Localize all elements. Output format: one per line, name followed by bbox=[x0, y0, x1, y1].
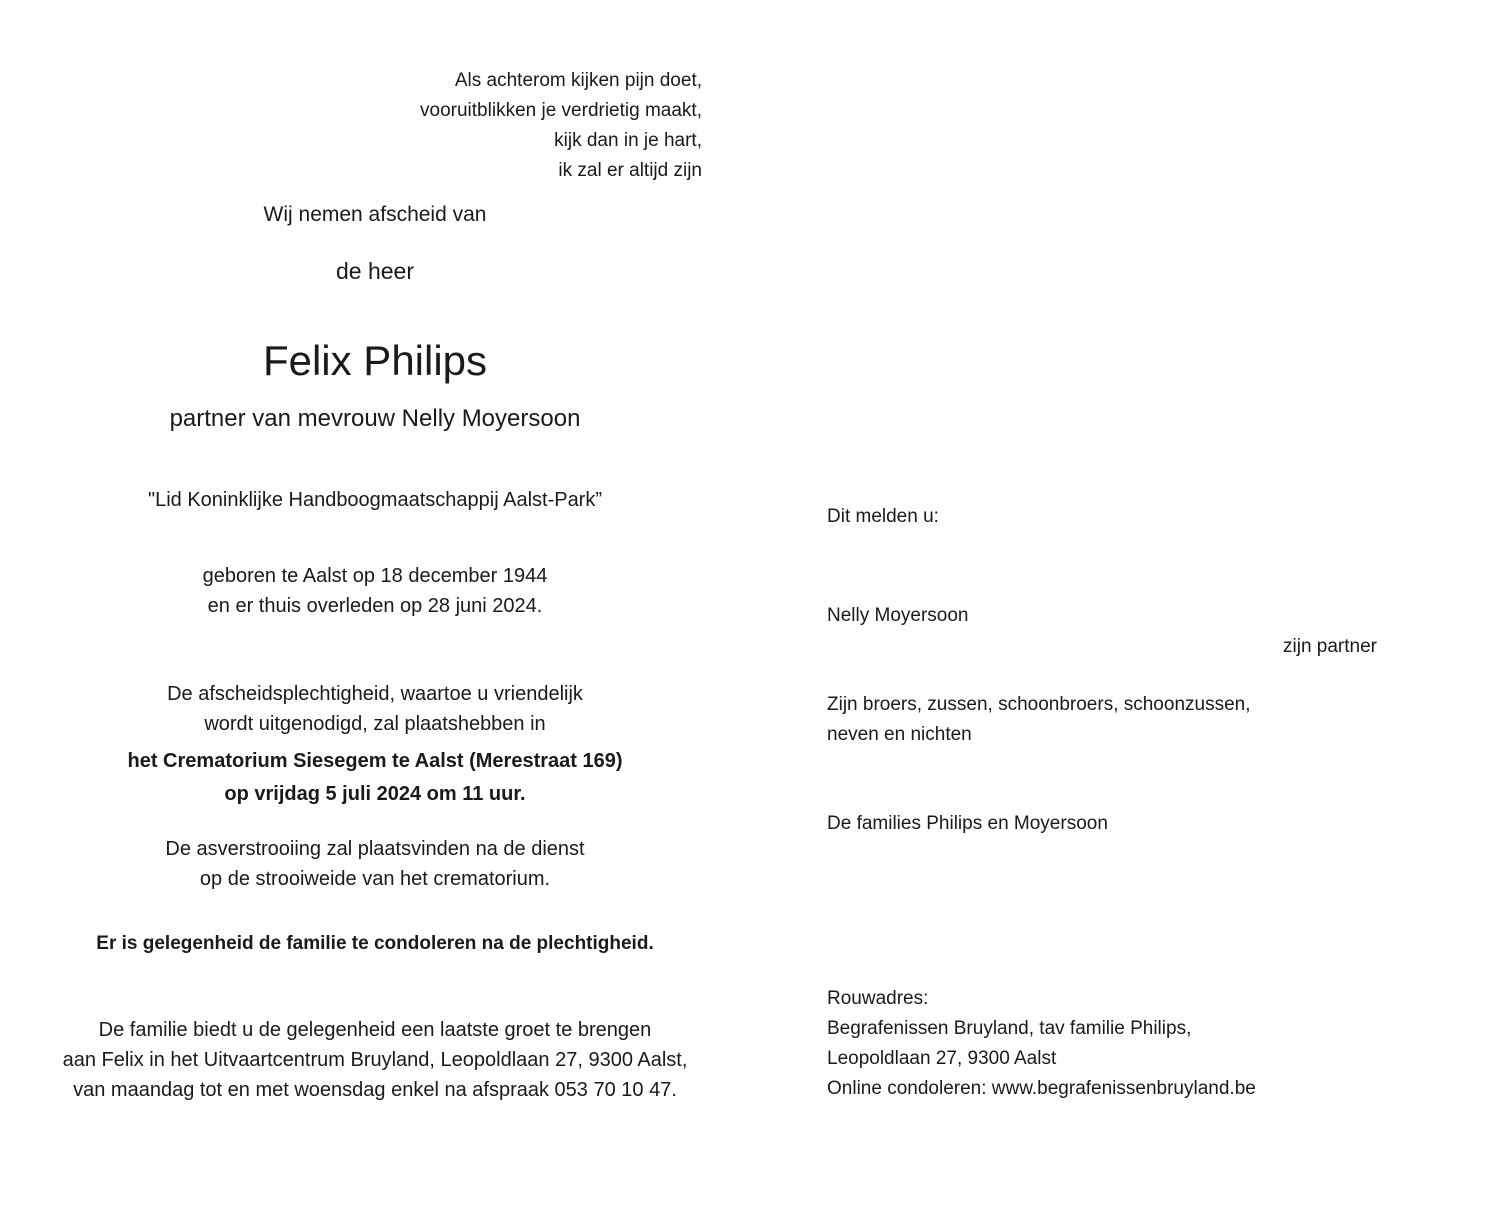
visit-line: aan Felix in het Uitvaartcentrum Bruyland, Leopoldlaan 27, 9300 Aalst, bbox=[62, 1049, 688, 1071]
partner-name: Nelly Moyersoon bbox=[827, 605, 969, 626]
death-line: en er thuis overleden op 28 juni 2024. bbox=[207, 595, 543, 617]
title-prefix: de heer bbox=[335, 258, 415, 284]
online-condolence: Online condoleren: www.begrafenissenbruyland.be bbox=[827, 1078, 1256, 1099]
condolence-note: Er is gelegenheid de familie te condoleren na de plechtigheid. bbox=[96, 933, 654, 954]
poem-line: kijk dan in je hart, bbox=[554, 130, 702, 151]
siblings-line: Zijn broers, zussen, schoonbroers, schoonzussen, bbox=[827, 694, 1251, 715]
ceremony-invitation bbox=[167, 679, 583, 739]
ceremony-time: op vrijdag 5 juli 2024 om 11 uur. bbox=[224, 783, 526, 805]
announcers-heading: Dit melden u: bbox=[827, 506, 939, 527]
poem-line: vooruitblikken je verdrietig maakt, bbox=[420, 100, 702, 121]
poem-line: Als achterom kijken pijn doet, bbox=[454, 70, 702, 91]
ceremony-line: De afscheidsplechtigheid, waartoe u vriendelijk bbox=[167, 683, 583, 705]
partner-line: partner van mevrouw Nelly Moyersoon bbox=[169, 405, 581, 432]
membership-line: "Lid Koninklijke Handboogmaatschappij Aalst-Park” bbox=[147, 489, 603, 511]
visit-line: De familie biedt u de gelegenheid een laatste groet te brengen bbox=[98, 1019, 652, 1041]
address-line: Begrafenissen Bruyland, tav familie Philips, bbox=[827, 1018, 1192, 1039]
siblings bbox=[827, 690, 1251, 750]
birth-death bbox=[203, 561, 548, 621]
siblings-line: neven en nichten bbox=[827, 724, 972, 745]
visit-line: van maandag tot en met woensdag enkel na afspraak 053 70 10 47. bbox=[73, 1079, 677, 1101]
deceased-name: Felix Philips bbox=[262, 337, 488, 384]
mourning-address bbox=[827, 984, 1256, 1104]
families-line: De families Philips en Moyersoon bbox=[827, 813, 1108, 834]
poem-line: ik zal er altijd zijn bbox=[558, 160, 702, 181]
visit-info bbox=[63, 1015, 688, 1105]
ceremony-details bbox=[128, 745, 623, 811]
partner-role: zijn partner bbox=[1283, 636, 1377, 657]
ceremony-place: het Crematorium Siesegem te Aalst (Merestraat 169) bbox=[127, 750, 623, 772]
poem bbox=[420, 66, 702, 186]
ceremony-line: wordt uitgenodigd, zal plaatshebben in bbox=[204, 713, 546, 735]
intro-text: Wij nemen afscheid van bbox=[263, 203, 487, 226]
ash-line: De asverstrooiing zal plaatsvinden na de dienst bbox=[165, 838, 585, 860]
address-label: Rouwadres: bbox=[827, 988, 929, 1009]
birth-line: geboren te Aalst op 18 december 1944 bbox=[202, 565, 548, 587]
address-line: Leopoldlaan 27, 9300 Aalst bbox=[827, 1048, 1057, 1069]
ash-scattering bbox=[165, 834, 584, 894]
ash-line: op de strooiweide van het crematorium. bbox=[199, 868, 551, 890]
